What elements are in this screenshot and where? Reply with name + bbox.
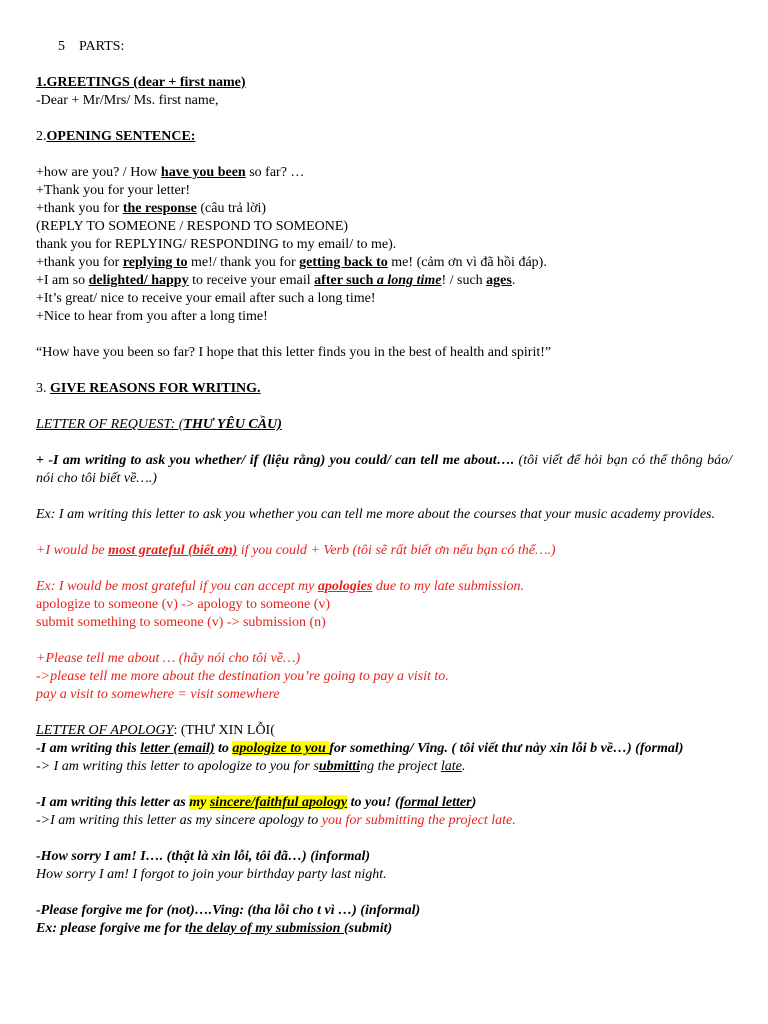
opening-line-2: +Thank you for your letter! xyxy=(36,183,191,198)
request-example-1: Ex: I am writing this letter to ask you whether you can tell me more about the courses that your music academy provides. xyxy=(36,507,715,522)
request-example-2-submit: submit something to someone (v) -> submission (n) xyxy=(36,615,326,630)
apology-phrase-2: -I am writing this letter as my sincere/faithful apology to you! (formal letter) xyxy=(36,795,477,810)
greetings-heading: 1.GREETINGS (dear + first name) xyxy=(36,75,246,90)
opening-line-4: (REPLY TO SOMEONE / RESPOND TO SOMEONE) xyxy=(36,219,349,234)
request-heading: LETTER OF REQUEST: (THƯ YÊU CẦU) xyxy=(36,417,282,432)
request-example-3-note: pay a visit to somewhere = visit somewhere xyxy=(36,687,280,702)
request-example-2-apologize: apologize to someone (v) -> apology to someone (v) xyxy=(36,597,331,612)
opening-quote: “How have you been so far? I hope that this letter finds you in the best of health and spirit!” xyxy=(36,345,552,360)
apology-example-2: ->I am writing this letter as my sincere apology to you for submitting the project late. xyxy=(36,813,516,828)
request-phrase-2: +I would be most grateful (biết ơn) if you could + Verb (tôi sẽ rất biết ơn nếu bạn có thể….) xyxy=(36,543,556,558)
reasons-heading: 3. GIVE REASONS FOR WRITING. xyxy=(36,381,261,396)
parts-number: 5 xyxy=(58,39,65,54)
request-example-2: Ex: I would be most grateful if you can accept my apologies due to my late submission. xyxy=(36,579,524,594)
request-phrase-3: +Please tell me about … (hãy nói cho tôi về…) xyxy=(36,651,301,666)
opening-line-1: +how are you? / How have you been so far? … xyxy=(36,165,305,180)
opening-line-3: +thank you for the response (câu trả lời) xyxy=(36,201,267,216)
apology-phrase-3: -How sorry I am! I…. (thật là xin lỗi, tôi đã…) (informal) xyxy=(36,849,371,864)
opening-line-5: thank you for REPLYING/ RESPONDING to my email/ to me). xyxy=(36,237,397,252)
apology-phrase-4: -Please forgive me for (not)….Ving: (tha lỗi cho t vì …) (informal) xyxy=(36,903,421,918)
opening-line-6: +thank you for replying to me!/ thank you for getting back to me! (cảm ơn vì đã hồi đáp). xyxy=(36,255,547,270)
parts-line xyxy=(36,38,732,56)
apology-phrase-1: -I am writing this letter (email) to apologize to you for something/ Ving. ( tôi viết thư này xin lỗi b về…) (formal) xyxy=(36,741,684,756)
apology-heading: LETTER OF APOLOGY: (THƯ XIN LỖI( xyxy=(36,723,275,738)
request-example-3: ->please tell me more about the destination you’re going to pay a visit to. xyxy=(36,669,449,684)
apology-example-3: How sorry I am! I forgot to join your birthday party last night. xyxy=(36,867,387,882)
opening-line-8: +It’s great/ nice to receive your email after such a long time! xyxy=(36,291,376,306)
apology-example-4: Ex: please forgive me for the delay of my submission (submit) xyxy=(36,921,393,936)
apology-example-1: -> I am writing this letter to apologize to you for submitting the project late. xyxy=(36,759,466,774)
opening-heading: 2.OPENING SENTENCE: xyxy=(36,129,196,144)
opening-line-7: +I am so delighted/ happy to receive your email after such a long time! / such ages. xyxy=(36,273,516,288)
request-phrase-1: + -I am writing to ask you whether/ if (liệu rằng) you could/ can tell me about…. (tôi viết để hỏi bạn có thể thông báo/ nói cho tôi biết về….) xyxy=(36,453,732,486)
parts-label: PARTS: xyxy=(79,39,125,54)
opening-line-9: +Nice to hear from you after a long time! xyxy=(36,309,268,324)
greetings-line: -Dear + Mr/Mrs/ Ms. first name, xyxy=(36,93,219,108)
